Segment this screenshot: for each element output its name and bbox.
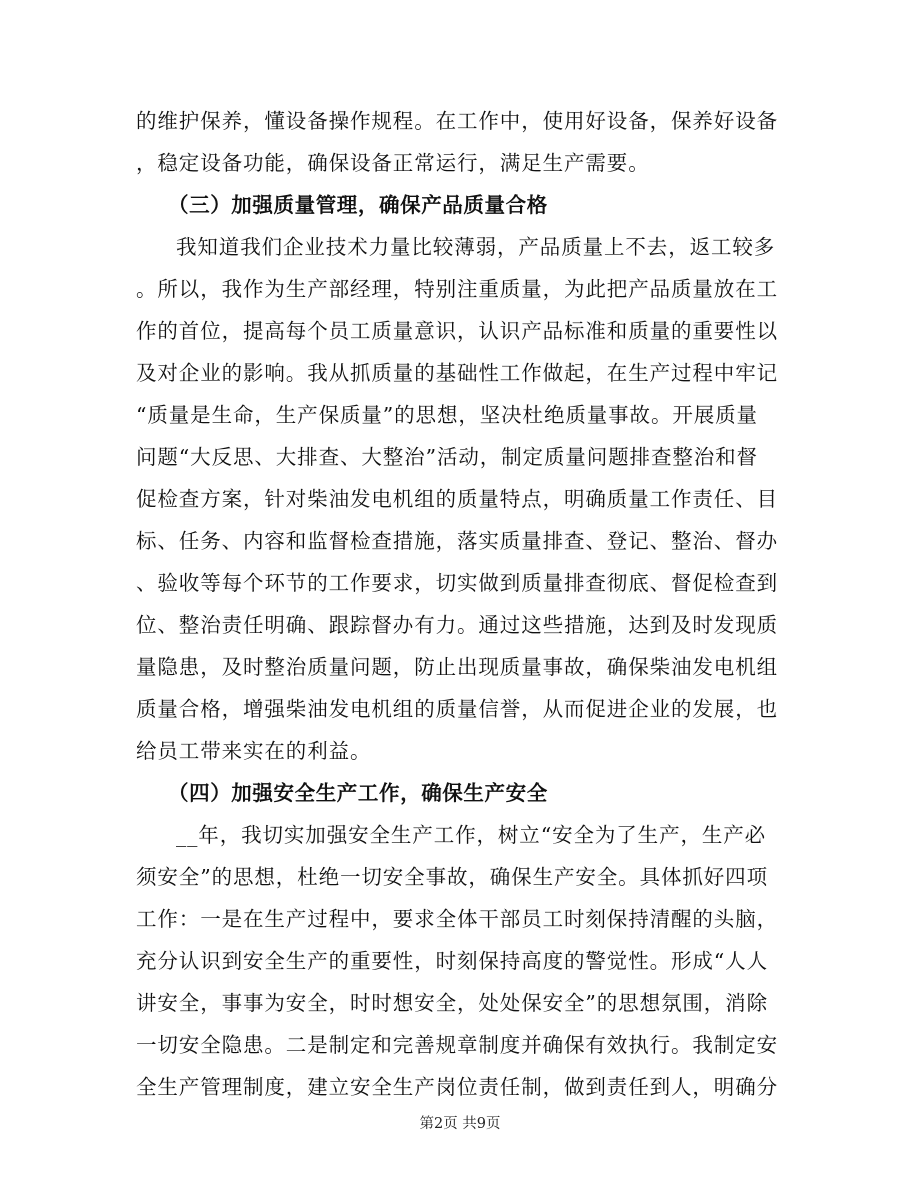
text-line: 讲安全，事事为安全，时时想安全，处处保安全”的思想氛围，消除 <box>136 991 768 1015</box>
page-number-footer: 第2页 共9页 <box>419 1116 501 1132</box>
document-body <box>136 100 786 1108</box>
text-line: 作的首位，提高每个员工质量意识，认识产品标准和质量的重要性以 <box>136 319 778 343</box>
text-line: 、验收等每个环节的工作要求，切实做到质量排查彻底、督促检查到 <box>136 571 778 595</box>
text-line: 全生产管理制度，建立安全生产岗位责任制，做到责任到人，明确分 <box>136 1075 778 1099</box>
text-line: 标、任务、内容和监督检查措施，落实质量排查、登记、整治、督办 <box>136 529 778 553</box>
text-line: 及对企业的影响。我从抓质量的基础性工作做起，在生产过程中牢记 <box>136 361 778 385</box>
text-line: 充分认识到安全生产的重要性，时刻保持高度的警觉性。形成“人人 <box>136 949 768 973</box>
text-line: 。所以，我作为生产部经理，特别注重质量，为此把产品质量放在工 <box>136 277 778 301</box>
text-line: ，稳定设备功能，确保设备正常运行，满足生产需要。 <box>136 151 650 175</box>
section-heading: （四）加强安全生产工作，确保生产安全 <box>168 781 548 805</box>
text-line: 一切安全隐患。二是制定和完善规章制度并确保有效执行。我制定安 <box>136 1033 778 1057</box>
section-heading: （三）加强质量管理，确保产品质量合格 <box>168 193 548 217</box>
text-line: 质量合格，增强柴油发电机组的质量信誉，从而促进企业的发展，也 <box>136 697 778 721</box>
text-line: 促检查方案，针对柴油发电机组的质量特点，明确质量工作责任、目 <box>136 487 778 511</box>
text-line: 我知道我们企业技术力量比较薄弱，产品质量上不去，返工较多 <box>176 235 776 259</box>
text-line: 给员工带来实在的利益。 <box>136 739 372 763</box>
text-line: 位、整治责任明确、跟踪督办有力。通过这些措施，达到及时发现质 <box>136 613 778 637</box>
text-line: 工作：一是在生产过程中，要求全体干部员工时刻保持清醒的头脑， <box>136 907 778 931</box>
text-line: 量隐患，及时整治质量问题，防止出现质量事故，确保柴油发电机组 <box>136 655 778 679</box>
text-line: 须安全”的思想，杜绝一切安全事故，确保生产安全。具体抓好四项 <box>136 865 768 889</box>
text-line: __年，我切实加强安全生产工作，树立“安全为了生产，生产必 <box>176 823 767 847</box>
text-line: 的维护保养，懂设备操作规程。在工作中，使用好设备，保养好设备 <box>136 109 778 133</box>
text-line: 问题“大反思、大排查、大整治”活动，制定质量问题排查整治和督 <box>136 445 758 469</box>
text-line: “质量是生命，生产保质量”的思想，坚决杜绝质量事故。开展质量 <box>136 403 758 427</box>
